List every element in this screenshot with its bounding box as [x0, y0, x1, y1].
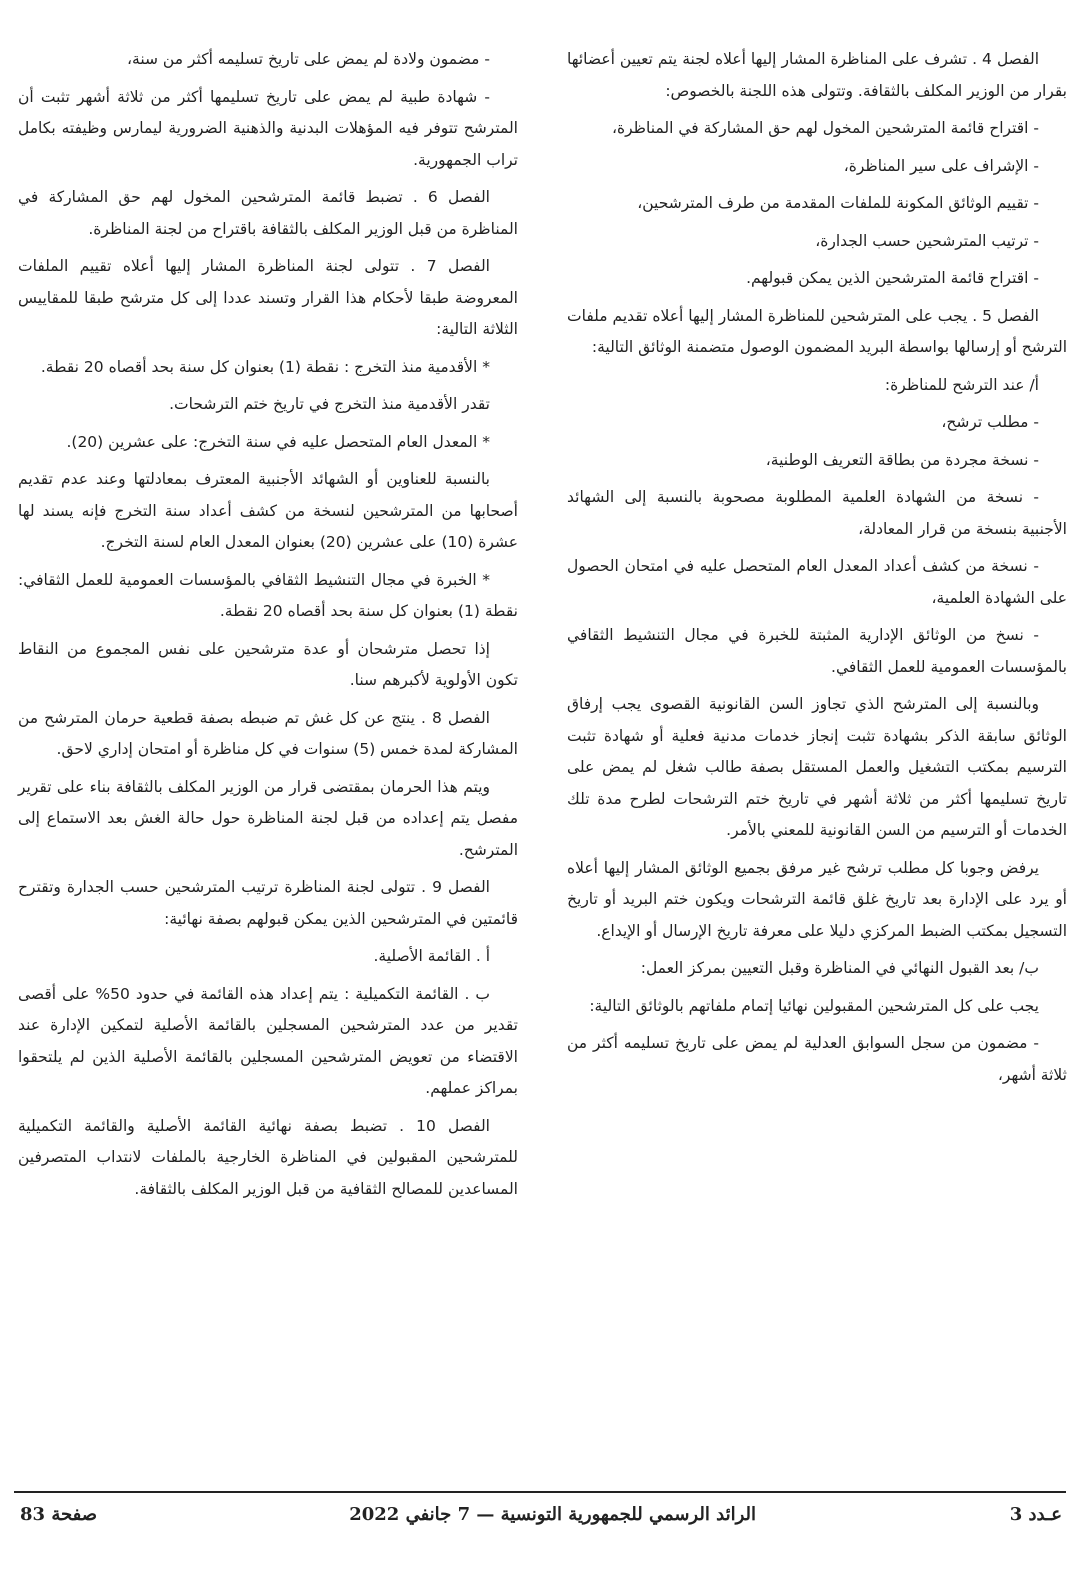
- left-column: [18, 44, 518, 1205]
- paragraph: يجب على كل المترشحين المقبولين نهائيا إتمام ملفاتهم بالوثائق التالية:: [589, 996, 1039, 1015]
- page-number: صفحة 83: [20, 1504, 97, 1525]
- paragraph: يرفض وجوبا كل مطلب ترشح غير مرفق بجميع الوثائق المشار إليها أعلاه أو يرد على الإدارة بعد تاريخ غلق قائمة الترشحات ويكون ختم البريد أو تاريخ التسجيل بمكتب الضبط المركزي دليلا على معرفة تاريخ الإرسال أو الإيداع.: [567, 858, 1067, 940]
- list-item: - نسخة من الشهادة العلمية المطلوبة مصحوبة بالنسبة إلى الشهائد الأجنبية بنسخة من قرار المعادلة،: [567, 488, 1067, 538]
- footer-divider: [14, 1491, 1066, 1493]
- article-7-paragraph: الفصل 7 . تتولى لجنة المناظرة المشار إليها أعلاه تقييم الملفات المعروضة طبقا لأحكام هذا القرار وتسند عددا إلى كل مترشح طبقا للمقاييس الثلاثة التالية:: [18, 257, 518, 338]
- issue-number: عـدد 3: [1009, 1504, 1062, 1525]
- paragraph: ويتم هذا الحرمان بمقتضى قرار من الوزير المكلف بالثقافة بناء على تقرير مفصل يتم إعداده من قبل لجنة المناظرة حول حالة الغش بعد الاستماع إلى المترشح.: [18, 777, 518, 859]
- paragraph: تقدر الأقدمية منذ التخرج في تاريخ ختم الترشحات.: [169, 395, 490, 413]
- page-footer: [14, 1504, 1066, 1538]
- paragraph: وبالنسبة إلى المترشح الذي تجاوز السن القانونية القصوى يجب إرفاق الوثائق سابقة الذكر بشهادة تثبت إنجاز خدمات مدنية فعلية أو شهادة تثبت الترسيم بمكتب التشغيل والعمل المستقل بصفة طالب شغل لم يمض على تاريخ تسليمها أكثر من ثلاثة أشهر في تاريخ ختم الترشحات لطرح مدة تلك الخدمات أو الترسيم من السن القانونية للمعني بالأمر.: [567, 695, 1067, 839]
- article-10-paragraph: الفصل 10 . تضبط بصفة نهائية القائمة الأصلية والقائمة التكميلية للمترشحين المقبولين في المناظرة الخارجية بالملفات لانتداب المتصرفين المساعدين للمصالح الثقافية من قبل الوزير المكلف بالثقافة.: [18, 1116, 518, 1198]
- list-item: - مضمون من سجل السوابق العدلية لم يمض على تاريخ تسليمه أكثر من ثلاثة أشهر،: [567, 1034, 1067, 1084]
- criterion-item: * المعدل العام المتحصل عليه في سنة التخرج: على عشرين (20).: [66, 432, 490, 451]
- journal-title: الرائد الرسمي للجمهورية التونسية — 7 جانفي 2022: [349, 1504, 756, 1525]
- list-item: - الإشراف على سير المناظرة،: [843, 156, 1039, 175]
- article-5-paragraph: الفصل 5 . يجب على المترشحين للمناظرة المشار إليها أعلاه تقديم ملفات الترشح أو إرسالها بواسطة البريد المضمون الوصول متضمنة الوثائق التالية:: [567, 306, 1067, 356]
- criterion-item: * الخبرة في مجال التنشيط الثقافي بالمؤسسات العمومية للعمل الثقافي: نقطة (1) بعنوان كل سنة بحد أقصاه 20 نقطة.: [18, 570, 518, 620]
- article-8-paragraph: الفصل 8 . ينتج عن كل غش تم ضبطه بصفة قطعية حرمان المترشح من المشاركة لمدة خمس (5) سنوات في كل مناظرة أو امتحان إداري لاحق.: [18, 708, 518, 758]
- subheading: أ/ عند الترشح للمناظرة:: [884, 375, 1039, 394]
- list-item: - مضمون ولادة لم يمض على تاريخ تسليمه أكثر من سنة،: [127, 50, 490, 68]
- article-9-paragraph: الفصل 9 . تتولى لجنة المناظرة ترتيب المترشحين حسب الجدارة وتقترح قائمتين في المترشحين الذين يمكن قبولهم بصفة نهائية:: [18, 878, 518, 928]
- article-6-paragraph: الفصل 6 . تضبط قائمة المترشحين المخول لهم حق المشاركة في المناظرة من قبل الوزير المكلف بالثقافة باقتراح من لجنة المناظرة.: [18, 188, 518, 238]
- list-item: - نسخة من كشف أعداد المعدل العام المتحصل عليه في امتحان الحصول على الشهادة العلمية،: [567, 557, 1067, 607]
- right-column: [567, 44, 1067, 1091]
- article-4-paragraph: الفصل 4 . تشرف على المناظرة المشار إليها أعلاه لجنة يتم تعيين أعضائها بقرار من الوزير المكلف بالثقافة. وتتولى هذه اللجنة بالخصوص:: [567, 50, 1067, 100]
- subheading: ب/ بعد القبول النهائي في المناظرة وقبل التعيين بمركز العمل:: [640, 959, 1039, 977]
- list-item: - شهادة طبية لم يمض على تاريخ تسليمها أكثر من ثلاثة أشهر تثبت أن المترشح تتوفر فيه المؤهلات البدنية والذهنية الضرورية ليمارس وظيفته بكامل تراب الجمهورية.: [18, 87, 518, 169]
- list-item: - اقتراح قائمة المترشحين المخول لهم حق المشاركة في المناظرة،: [612, 119, 1039, 137]
- list-item: - نسخة مجردة من بطاقة التعريف الوطنية،: [765, 450, 1039, 469]
- list-item: ب . القائمة التكميلية : يتم إعداد هذه القائمة في حدود 50% على أقصى تقدير من عدد المترشحين المسجلين بالقائمة الأصلية لتمكين الإدارة عند الاقتضاء من تعويض المترشحين المسجلين بالقائمة الأصلية الذين لم يلتحقوا بمراكز عملهم.: [18, 984, 518, 1097]
- list-item: أ . القائمة الأصلية.: [373, 947, 490, 965]
- list-item: - نسخ من الوثائق الإدارية المثبتة للخبرة في مجال التنشيط الثقافي بالمؤسسات العمومية للعمل الثقافي.: [567, 626, 1067, 676]
- criterion-item: * الأقدمية منذ التخرج : نقطة (1) بعنوان كل سنة بحد أقصاه 20 نقطة.: [40, 357, 490, 376]
- list-item: - مطلب ترشح،: [941, 413, 1039, 431]
- list-item: - ترتيب المترشحين حسب الجدارة،: [815, 231, 1039, 250]
- list-item: - تقييم الوثائق المكونة للملفات المقدمة من طرف المترشحين،: [637, 194, 1039, 212]
- paragraph: بالنسبة للعناوين أو الشهائد الأجنبية المعترف بمعادلتها وعند عدم تقديم أصحابها من المترشحين لنسخة من كشف أعداد سنة التخرج فإنه يسند لها عشرة (10) على عشرين (20) بعنوان المعدل العام لسنة التخرج.: [18, 470, 518, 551]
- paragraph: إذا تحصل مترشحان أو عدة مترشحين على نفس المجموع من النقاط تكون الأولوية لأكبرهم سنا.: [18, 639, 518, 689]
- list-item: - اقتراح قائمة المترشحين الذين يمكن قبولهم.: [746, 269, 1039, 287]
